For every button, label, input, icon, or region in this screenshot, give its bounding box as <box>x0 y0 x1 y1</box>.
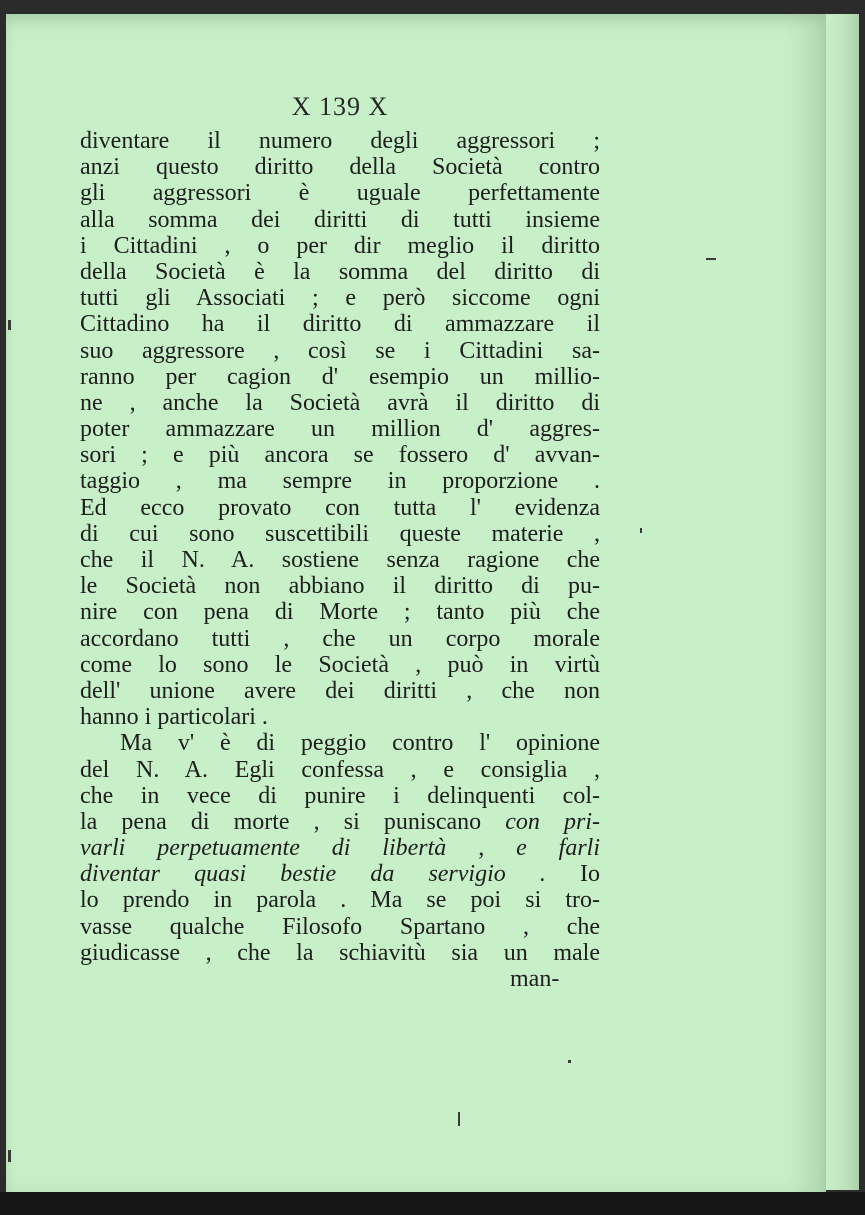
text-line: anzi questo diritto della Società contro <box>80 154 600 181</box>
text-line: vasse qualche Filosofo Spartano , che <box>80 913 600 940</box>
text-line: lo prendo in parola . Ma se poi si tro- <box>80 887 600 914</box>
text-line: che in vece di punire i delinquenti col- <box>80 782 600 809</box>
speck-mark <box>568 1060 571 1063</box>
text-line: sori ; e più ancora se fossero d' avvan- <box>80 442 600 469</box>
text-line: alla somma dei diritti di tutti insieme <box>80 206 600 233</box>
text-line: ne , anche la Società avrà il diritto di <box>80 389 600 416</box>
text-line: suo aggressore , così se i Cittadini sa- <box>80 337 600 364</box>
text-line: accordano tutti , che un corpo morale <box>80 625 600 652</box>
text-line: hanno i particolari . <box>80 704 268 731</box>
speck-mark <box>8 1150 11 1162</box>
catchword: man- <box>510 966 560 992</box>
text-line: i Cittadini , o per dir meglio il diritto <box>80 232 600 259</box>
speck-mark <box>8 320 11 330</box>
italic-segment: con pri- <box>505 808 600 835</box>
text-line-italic <box>80 835 600 861</box>
speck-mark <box>706 258 716 260</box>
text-line: le Società non abbiano il diritto di pu- <box>80 573 600 600</box>
text-line: del N. A. Egli confessa , e consiglia , <box>80 756 600 783</box>
text-line: di cui sono suscettibili queste materie , <box>80 520 600 547</box>
roman-segment: la pena di morte , si puniscano <box>80 808 482 835</box>
text-line: Ed ecco provato con tutta l' evidenza <box>80 494 600 521</box>
text-line: come lo sono le Società , può in virtù <box>80 651 600 678</box>
text-line: Ma v' è di peggio contro l' opinione <box>120 730 600 757</box>
text-line-mixed <box>80 861 600 887</box>
page-number: X 139 X <box>291 92 389 121</box>
text-line-mixed <box>80 809 600 835</box>
text-line: Cittadino ha il diritto di ammazzare il <box>80 311 600 338</box>
text-line: che il N. A. sostiene senza ragione che <box>80 547 600 573</box>
text-line: tutti gli Associati ; e però siccome ogni <box>80 285 600 312</box>
roman-segment: Io <box>580 861 600 888</box>
text-line: gli aggressori è uguale perfettamente <box>80 180 600 207</box>
text-line: diventare il numero degli aggressori ; <box>80 128 600 154</box>
scan-bottom-edge <box>0 1192 865 1215</box>
text-line: giudicasse , che la schiavitù sia un male <box>80 939 600 966</box>
body-text <box>80 128 600 966</box>
text-line: dell' unione avere dei diritti , che non <box>80 677 600 704</box>
text-line: ranno per cagion d' esempio un millio- <box>80 363 600 390</box>
speck-mark <box>458 1112 460 1126</box>
text-line: taggio , ma sempre in proporzione . <box>80 468 600 495</box>
italic-segment: varli perpetuamente di libertà , e farli <box>80 835 600 862</box>
text-line: poter ammazzare un million d' aggres- <box>80 416 600 443</box>
text-line: nire con pena di Morte ; tanto più che <box>80 599 600 626</box>
speck-mark <box>640 528 642 533</box>
text-line: della Società è la somma del diritto di <box>80 258 600 285</box>
italic-segment: diventar quasi bestie da servigio . <box>80 861 546 888</box>
